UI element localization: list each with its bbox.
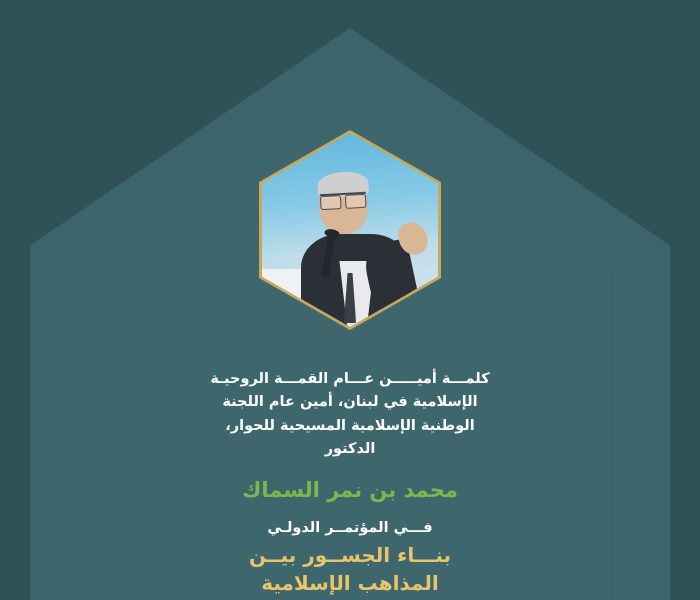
event-title [150, 542, 550, 597]
event-prefix: فـــي المؤتمــر الدولـي [267, 519, 433, 536]
poster-text-block [0, 368, 700, 597]
speaker-name: محمد بن نمر السماك [242, 477, 458, 502]
intro-line-3: الوطنية الإسلامية المسيحية للحوار، [225, 417, 475, 434]
intro-line-2: الإسلامية في لبنان، أمين عام اللجنة [222, 394, 478, 411]
glasses-icon [320, 192, 366, 208]
intro-line-1: كلمـــة أميـــــن عـــام القمـــة الروحيـة [210, 371, 490, 387]
event-title-line-2: المذاهب الإسلامية [261, 570, 439, 595]
event-title-line-1: بنـــاء الجســور بيــن [248, 542, 452, 567]
intro-text [150, 368, 550, 462]
speaker-portrait [259, 130, 441, 330]
portrait-photo [262, 133, 438, 327]
intro-line-4: الدكتور [324, 441, 376, 458]
